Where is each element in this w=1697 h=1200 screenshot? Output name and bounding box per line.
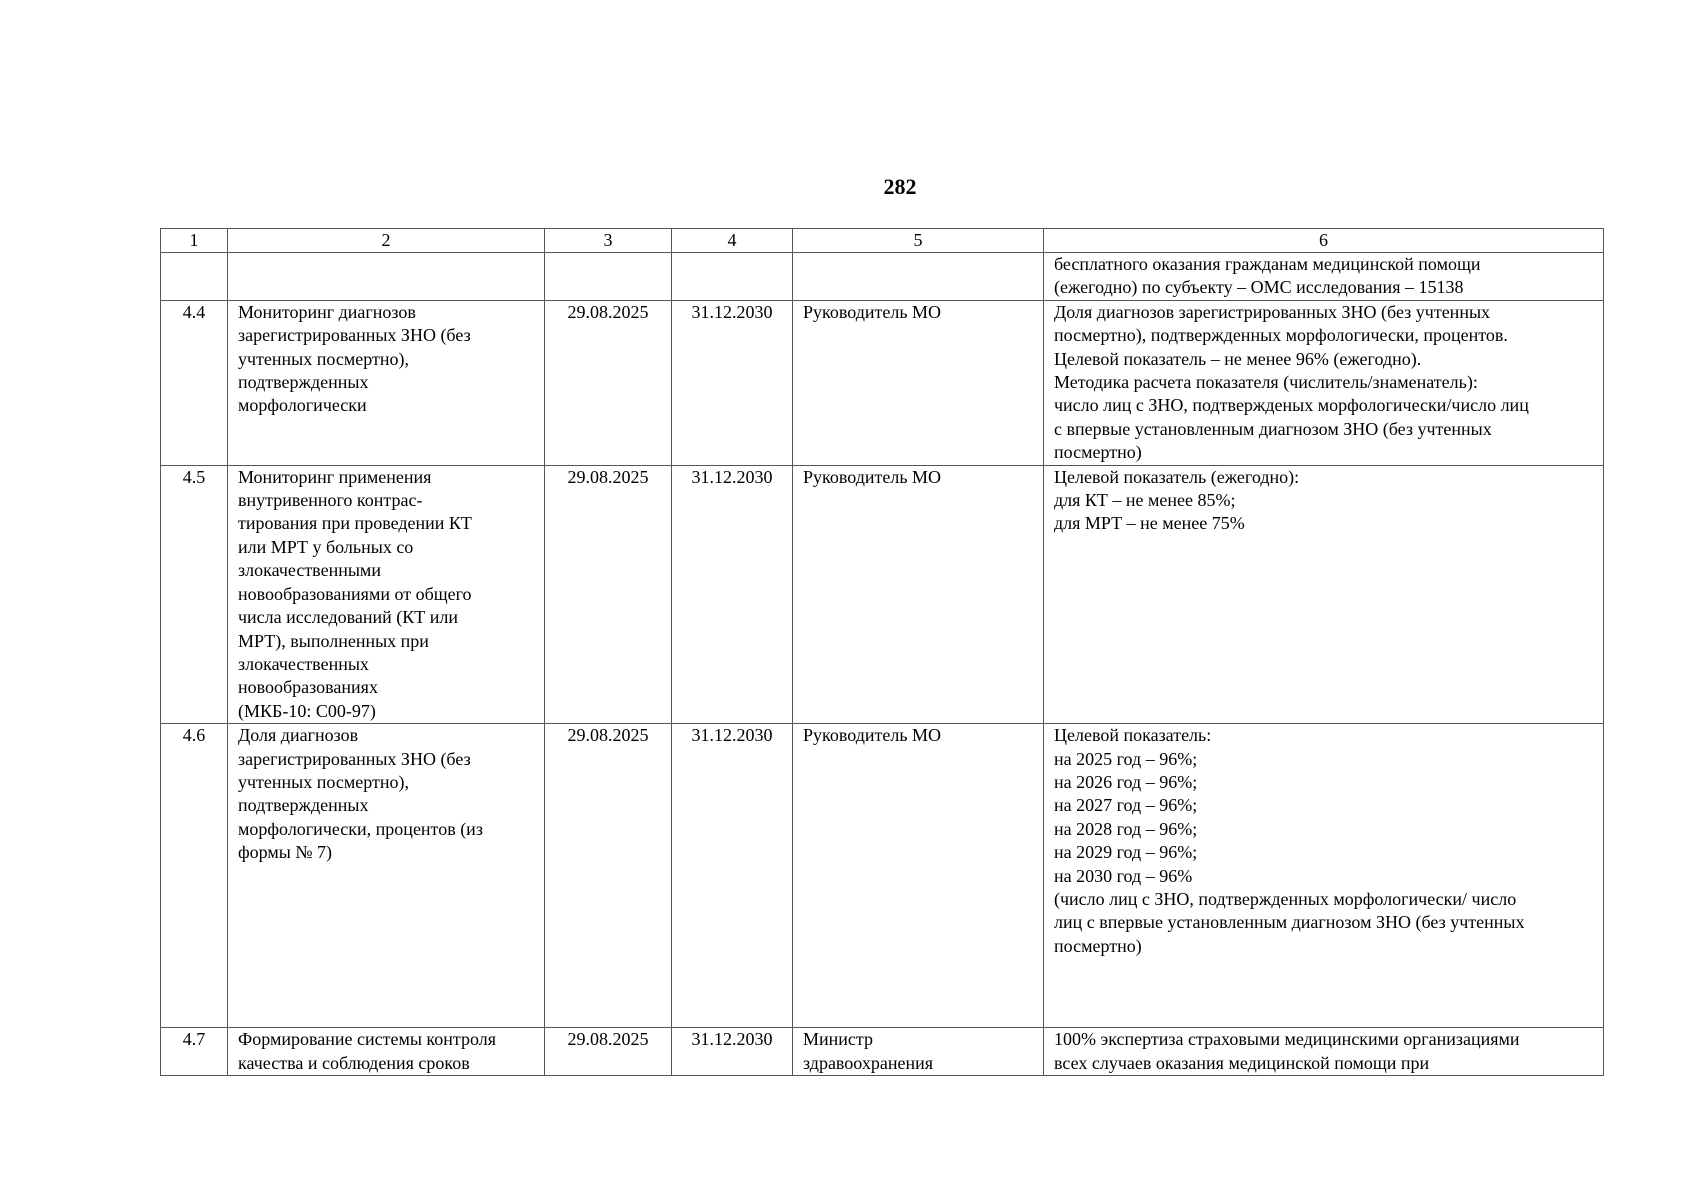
responsible: Руководитель МО	[793, 465, 1044, 723]
responsible: Руководитель МО	[793, 300, 1044, 465]
measure-name: Доля диагнозов зарегистрированных ЗНО (без учтенных посмертно), подтвержденных морфологически, процентов (из формы № 7)	[228, 724, 545, 1028]
indicator: 100% экспертиза страховыми медицинскими организациями всех случаев оказания медицинской помощи при	[1044, 1028, 1604, 1076]
table-row-4-6	[161, 724, 1604, 1028]
indicator: Целевой показатель (ежегодно): для КТ – не менее 85%; для МРТ – не менее 75%	[1044, 465, 1604, 723]
end-date: 31.12.2030	[672, 465, 793, 723]
column-header-1: 1	[161, 229, 228, 253]
responsible	[793, 253, 1044, 301]
indicator: Целевой показатель: на 2025 год – 96%; на 2026 год – 96%; на 2027 год – 96%; на 2028 год – 96%; на 2029 год – 96%; на 2030 год – 96% (число лиц с ЗНО, подтвержденных морфологически/ число лиц с впервые установленным диагнозом ЗНО (без учтенных посмертно)	[1044, 724, 1604, 1028]
row-number: 4.6	[161, 724, 228, 1028]
start-date: 29.08.2025	[545, 724, 672, 1028]
start-date: 29.08.2025	[545, 465, 672, 723]
page-number: 282	[883, 174, 917, 199]
row-number	[161, 253, 228, 301]
indicator: Доля диагнозов зарегистрированных ЗНО (без учтенных посмертно), подтвержденных морфологически, процентов. Целевой показатель – не менее 96% (ежегодно). Методика расчета показателя (числитель/знаменатель): число лиц с ЗНО, подтвержденых морфологически/число лиц с впервые установленным диагнозом ЗНО (без учтенных посмертно)	[1044, 300, 1604, 465]
start-date	[545, 253, 672, 301]
row-number: 4.5	[161, 465, 228, 723]
start-date: 29.08.2025	[545, 300, 672, 465]
row-number: 4.4	[161, 300, 228, 465]
table-header-row	[161, 229, 1604, 253]
start-date: 29.08.2025	[545, 1028, 672, 1076]
responsible: Руководитель МО	[793, 724, 1044, 1028]
column-header-3: 3	[545, 229, 672, 253]
end-date: 31.12.2030	[672, 1028, 793, 1076]
end-date: 31.12.2030	[672, 300, 793, 465]
table-row-4-7	[161, 1028, 1604, 1076]
column-header-2: 2	[228, 229, 545, 253]
row-number: 4.7	[161, 1028, 228, 1076]
measure-name: Мониторинг диагнозов зарегистрированных ЗНО (без учтенных посмертно), подтвержденных морфологически	[228, 300, 545, 465]
indicator: бесплатного оказания гражданам медицинской помощи (ежегодно) по субъекту – ОМС исследования – 15138	[1044, 253, 1604, 301]
end-date	[672, 253, 793, 301]
column-header-4: 4	[672, 229, 793, 253]
table-row-4-5	[161, 465, 1604, 723]
responsible: Министр здравоохранения	[793, 1028, 1044, 1076]
measure-name: Формирование системы контроля качества и соблюдения сроков	[228, 1028, 545, 1076]
table-row-4-4	[161, 300, 1604, 465]
column-header-5: 5	[793, 229, 1044, 253]
column-header-6: 6	[1044, 229, 1604, 253]
measure-name: Мониторинг применения внутривенного контрас- тирования при проведении КТ или МРТ у больных со злокачественными новообразованиями от общего числа исследований (КТ или МРТ), выполненных при злокачественных новообразованиях (МКБ-10: С00-97)	[228, 465, 545, 723]
measures-table	[160, 228, 1604, 1076]
measure-name	[228, 253, 545, 301]
table-row-continuation	[161, 253, 1604, 301]
end-date: 31.12.2030	[672, 724, 793, 1028]
